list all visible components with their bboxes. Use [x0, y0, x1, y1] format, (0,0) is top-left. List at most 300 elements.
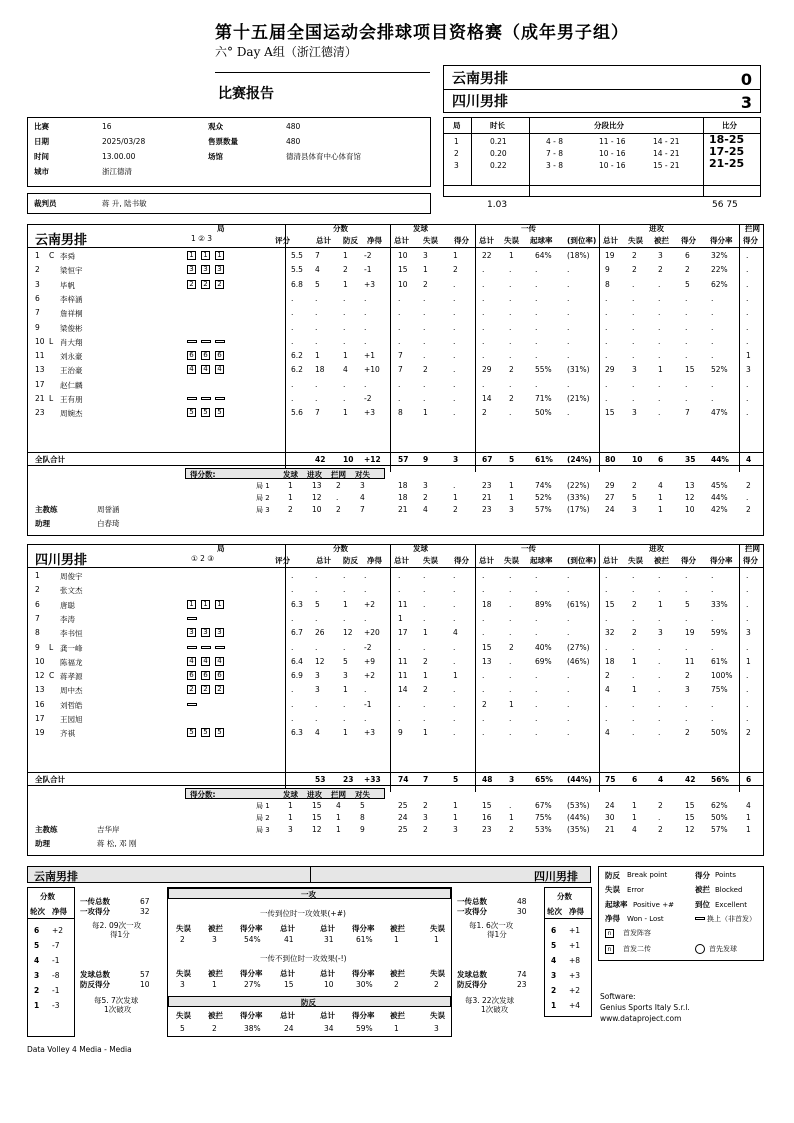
referee-names: 蒋 升, 陆书敏	[102, 199, 147, 208]
set-stat-cell: 3	[423, 481, 428, 490]
start-zone: 2	[215, 685, 224, 694]
set-stat-cell: 24	[605, 505, 615, 514]
stat-cell: 10	[398, 251, 408, 260]
coach-label: 主教练	[35, 505, 58, 514]
referees: 裁判员 蒋 升, 陆书敏	[27, 193, 431, 214]
stat-cell: 2	[658, 265, 663, 275]
set-stat-cell: 57%	[535, 505, 552, 514]
set-stat-cell: 1	[658, 493, 663, 502]
stat-cell: 19	[605, 251, 615, 260]
stat-cell: .	[632, 351, 635, 361]
col-total: 总计	[603, 556, 618, 565]
total-cell: 6	[632, 775, 638, 784]
stat-cell: 33%	[711, 599, 728, 609]
start-zone: 6	[201, 351, 210, 360]
rotation-col: 净得	[569, 907, 584, 916]
col-head: 失误	[176, 1011, 191, 1020]
set-partial-2: 10 - 16	[599, 149, 626, 158]
stat-cell: .	[291, 685, 294, 695]
stat-cell: .	[509, 571, 512, 580]
stat-cell: .	[685, 351, 688, 361]
set-score-cell: 1	[336, 813, 341, 822]
set-stat-cell: (35%)	[567, 825, 590, 834]
col-pt: 得分	[681, 556, 696, 565]
stat-cell: 1	[423, 265, 428, 275]
set-stat-cell: .	[746, 493, 749, 502]
player-number: 1	[35, 571, 40, 580]
team-frame	[27, 224, 764, 536]
set-stat-cell: 57%	[711, 825, 728, 834]
rotation-value: +3	[569, 971, 581, 980]
start-zone: 2	[187, 280, 196, 289]
player-name: 唐聪	[60, 600, 75, 610]
stat-cell: 2	[632, 599, 637, 609]
rotation-value: +4	[569, 1001, 581, 1010]
rotation-number: 3	[34, 971, 40, 980]
stat-cell: .	[453, 599, 456, 609]
rotation-number: 2	[34, 986, 40, 995]
cell: 3	[180, 980, 185, 989]
stat-cell: .	[746, 308, 749, 318]
stat-cell: .	[567, 628, 570, 638]
stat-cell: .	[746, 671, 749, 681]
stat-cell: .	[746, 408, 749, 418]
set-label: 局 1	[256, 482, 270, 490]
stat-cell: 3	[632, 408, 637, 418]
stat-cell: .	[453, 394, 456, 403]
stat-cell: (61%)	[567, 599, 590, 609]
col-head: 总计	[280, 969, 295, 978]
stat-cell: .	[632, 308, 635, 318]
set-stat-cell: 75%	[535, 813, 552, 822]
set-score-cell: 1	[288, 801, 293, 810]
stat-cell: 4	[605, 685, 610, 695]
start-zone: 2	[201, 685, 210, 694]
stat-cell: .	[423, 642, 426, 652]
stat-cell: .	[535, 671, 538, 681]
stat-cell: .	[605, 293, 608, 303]
rotation-number: 3	[551, 971, 557, 980]
stat-cell: 3	[746, 365, 751, 375]
set-score-cell: 5	[360, 801, 365, 810]
stat-cell: 2	[605, 671, 610, 681]
col-pt: 得分	[454, 556, 469, 565]
col-err: 失误	[504, 236, 519, 245]
start-zone: 1	[215, 600, 224, 609]
score-team-b: 四川男排	[452, 94, 508, 110]
stat-cell: 32	[605, 628, 615, 638]
player-name: 王有朋	[60, 395, 83, 404]
player-number: 12	[35, 671, 45, 681]
venue: 德清县体育中心体育馆	[286, 152, 361, 161]
stat-cell: .	[509, 308, 512, 318]
stat-cell: 2	[453, 265, 458, 275]
player-name: 齐祺	[60, 729, 75, 739]
total-cell: 10	[632, 455, 643, 464]
set-stat-cell: 50%	[711, 813, 728, 822]
stat-cell: .	[746, 599, 749, 609]
stat-cell: .	[315, 714, 318, 723]
player-name: 蒋孝源	[60, 672, 83, 682]
stat-cell: 5.5	[291, 251, 303, 260]
cell: 1	[394, 935, 399, 944]
total-cell: 6	[746, 775, 752, 784]
rotation-col: 轮次	[547, 907, 562, 916]
stat-cell: .	[746, 293, 749, 303]
stat-cell: +10	[364, 365, 380, 375]
stat-cell: .	[535, 571, 538, 580]
player-number: 16	[35, 699, 45, 709]
stat-cell: .	[343, 642, 346, 652]
stat-cell: -2	[364, 394, 372, 403]
stat-cell: .	[658, 394, 661, 403]
stat-cell: 64%	[535, 251, 552, 260]
stat-cell: .	[364, 685, 367, 695]
set-stat-cell: 4	[746, 801, 751, 810]
start-zone: 1	[201, 251, 210, 260]
stat-cell: .	[482, 308, 485, 318]
col-head: 失误	[430, 969, 445, 978]
set-stat-cell: 2	[423, 825, 428, 834]
start-zone: 5	[215, 728, 224, 737]
stat-cell: 89%	[535, 599, 552, 609]
total-cell: 4	[658, 775, 664, 784]
total-cell: 23	[343, 775, 354, 784]
stat-cell: 75%	[711, 685, 728, 695]
score-col: 对失	[355, 470, 370, 479]
stat-cell: .	[632, 585, 635, 595]
col-head: 得分率	[352, 969, 375, 978]
total-cell: 42	[315, 455, 326, 464]
stat-cell: .	[685, 571, 688, 580]
divider	[545, 918, 591, 919]
total-cell: 3	[453, 455, 459, 464]
match-time: 13.00.00	[102, 152, 136, 161]
coach-label: 主教练	[35, 825, 58, 834]
stat-cell: .	[291, 699, 294, 709]
set-stat-cell: 5	[632, 493, 637, 502]
cell: 38%	[244, 1024, 261, 1033]
stat-cell: 1	[423, 408, 428, 418]
col-head: 总计	[280, 1011, 295, 1020]
stat-cell: .	[423, 394, 426, 403]
stat-cell: .	[685, 322, 688, 332]
stat-cell: .	[658, 308, 661, 318]
player-name: 梁俊彬	[60, 323, 83, 333]
stat-cell: .	[746, 699, 749, 709]
stat-cell: -2	[364, 642, 372, 652]
start-zone: 1	[215, 251, 224, 260]
rotation-a	[27, 887, 75, 1037]
stat-cell: .	[605, 699, 608, 709]
rotation-number: 4	[551, 956, 557, 965]
total-score: 56 75	[712, 200, 738, 210]
set-partial-1: 4 - 8	[546, 137, 564, 146]
stat-cell: .	[343, 394, 346, 403]
set-stat-cell: 1	[509, 493, 514, 502]
col-head: 被拦	[208, 1011, 223, 1020]
start-zone: 6	[201, 671, 210, 680]
player-name: 刘永豪	[60, 352, 83, 362]
stat-cell: .	[632, 293, 635, 303]
stat-cell: 3	[315, 685, 320, 695]
set-score-cell: 4	[336, 801, 341, 810]
total-cell: 56%	[711, 775, 729, 784]
stat-cell: .	[632, 379, 635, 389]
total-label: 全队合计	[35, 455, 65, 464]
stat-cell: 11	[685, 656, 695, 666]
set-number: 2	[454, 149, 459, 158]
col-group: 进攻	[649, 544, 664, 553]
player-number: 3	[35, 279, 40, 289]
player-role: C	[49, 251, 55, 260]
player-name: 周中杰	[60, 686, 83, 696]
set-stat-cell: 15	[482, 801, 492, 810]
stat-cell: .	[315, 642, 318, 652]
stat-cell: .	[535, 628, 538, 638]
stat-cell: .	[658, 293, 661, 303]
col-duration: 时长	[490, 121, 505, 130]
divider	[28, 918, 74, 919]
stat-cell: .	[509, 336, 512, 346]
set-stat-cell: 1	[658, 505, 663, 514]
stat-cell: .	[482, 685, 485, 695]
start-zone: 3	[201, 628, 210, 637]
stat-cell: .	[482, 336, 485, 346]
set-stat-cell: 2	[423, 801, 428, 810]
set-stat-cell: 3	[423, 813, 428, 822]
stat-cell: .	[509, 293, 512, 303]
stat-cell: .	[567, 379, 570, 389]
stat-cell: .	[685, 699, 688, 709]
total-cell: 48	[482, 775, 493, 784]
stat-cell: .	[423, 293, 426, 303]
stat-cell: .	[315, 699, 318, 709]
set-stat-cell: 2	[423, 493, 428, 502]
cell: 3	[212, 935, 217, 944]
stat-cell: 5	[315, 279, 320, 289]
start-zone: 3	[187, 265, 196, 274]
stat-cell: 11	[398, 656, 408, 666]
stat-cell: .	[746, 322, 749, 332]
stat-cell: 1	[632, 685, 637, 695]
player-name: 李涛	[60, 614, 75, 624]
stat-cell: 4	[453, 628, 458, 638]
stat-cell: 1	[343, 599, 348, 609]
stat-cell: .	[535, 279, 538, 289]
stat-cell: .	[291, 714, 294, 723]
stat-cell: 1	[658, 599, 663, 609]
col-err: 失误	[628, 556, 643, 565]
set-stat-cell: 52%	[535, 493, 552, 502]
stat-cell: .	[567, 322, 570, 332]
stat-cell: 2	[343, 265, 348, 275]
summary-team-b: 四川男排	[534, 870, 578, 883]
stat-cell: .	[605, 351, 608, 361]
stat-cell: .	[509, 714, 512, 723]
stat-cell: .	[482, 671, 485, 681]
set-score-cell: 12	[312, 825, 322, 834]
stat-cell: .	[453, 642, 456, 652]
score-label: 得分数:	[190, 790, 216, 799]
set-stat-cell: 42%	[711, 505, 728, 514]
report-label: 比赛报告	[218, 86, 274, 102]
stat-cell: .	[632, 671, 635, 681]
stat-cell: .	[605, 379, 608, 389]
rotation-number: 6	[551, 926, 557, 935]
col-err: 失误	[423, 556, 438, 565]
stat-cell: .	[423, 322, 426, 332]
summary-header	[27, 866, 591, 883]
stat-cell: .	[658, 336, 661, 346]
stat-cell: .	[291, 336, 294, 346]
cell: 27%	[244, 980, 261, 989]
player-number: 6	[35, 293, 40, 303]
stat-cell: 29	[482, 365, 492, 375]
player-name: 毕帆	[60, 280, 75, 290]
col-head: 总计	[320, 1011, 335, 1020]
stat-cell: .	[632, 613, 635, 623]
match-info: 比赛 16 日期 2025/03/28 时间 13.00.00 城市 浙江德清 观众 480 售票数量 480 场馆 德清县体育中心体育馆	[27, 117, 431, 187]
player-name: 陈福龙	[60, 657, 83, 667]
stat-cell: .	[398, 571, 401, 580]
set-score-cell: 12	[312, 493, 322, 502]
stat-cell: .	[343, 308, 346, 318]
set-score-cell: 4	[360, 493, 365, 502]
stat-cell: .	[453, 585, 456, 595]
stat-cell: .	[658, 279, 661, 289]
set-stat-cell: 1	[509, 481, 514, 490]
player-number: 10	[35, 336, 45, 346]
stat-cell: .	[291, 322, 294, 332]
stat-cell: .	[658, 613, 661, 623]
col-bp: 防反	[343, 236, 358, 245]
rotation-value: +2	[569, 986, 581, 995]
stat-cell: 6.3	[291, 728, 303, 738]
stat-cell: .	[632, 714, 635, 723]
player-role: L	[49, 336, 54, 346]
stat-cell: .	[632, 322, 635, 332]
stat-cell: .	[453, 322, 456, 332]
stat-cell: .	[685, 308, 688, 318]
stat-cell: .	[398, 336, 401, 346]
col-head: 得分率	[352, 924, 375, 933]
set-stat-cell: 1	[453, 493, 458, 502]
stat-cell: .	[605, 336, 608, 346]
rotation-value: +1	[569, 926, 581, 935]
stat-cell: .	[482, 322, 485, 332]
tickets: 480	[286, 137, 301, 146]
set-stat-cell: 2	[658, 801, 663, 810]
score-col: 对失	[355, 790, 370, 799]
rotation-value: -1	[52, 956, 60, 965]
col-head: 总计	[280, 924, 295, 933]
stat-cell: 2	[746, 728, 751, 738]
stat-cell: 3	[658, 628, 663, 638]
stat-cell: 50%	[711, 728, 728, 738]
stat-cell: .	[453, 728, 456, 738]
stat-cell: 2	[685, 728, 690, 738]
stat-cell: 17	[398, 628, 408, 638]
stat-cell: 5	[685, 279, 690, 289]
stat-cell: .	[658, 728, 661, 738]
stat-cell: +1	[364, 351, 376, 361]
software-label: Software:	[600, 992, 636, 1001]
stat-cell: .	[291, 379, 294, 389]
first-serve-icon	[695, 944, 705, 954]
col-pt: 得分	[743, 236, 758, 245]
total-cell: 65%	[535, 775, 553, 784]
set-label: 局 3	[256, 506, 270, 514]
stat-cell: .	[567, 265, 570, 275]
set-stat-cell: 3	[453, 825, 458, 834]
cell: 1	[434, 935, 439, 944]
col-group: 拦网	[745, 544, 760, 553]
cell: 2	[180, 935, 185, 944]
cell: 10	[324, 980, 334, 989]
stat-cell: .	[535, 685, 538, 695]
cell: 1	[212, 980, 217, 989]
stat-cell: 1	[343, 351, 348, 361]
stat-cell: .	[482, 351, 485, 361]
stat-cell: 62%	[711, 279, 728, 289]
stat-cell: .	[605, 394, 608, 403]
total-cell: 4	[746, 455, 752, 464]
stat-cell: .	[711, 585, 714, 595]
set-stat-cell: 24	[398, 813, 408, 822]
stat-cell: .	[423, 379, 426, 389]
stat-cell: 1	[423, 628, 428, 638]
stat-cell: 1	[343, 279, 348, 289]
set-partial-1: 3 - 8	[546, 161, 564, 170]
stat-cell: .	[315, 394, 318, 403]
set-stat-cell: 21	[605, 825, 615, 834]
stat-cell: .	[658, 585, 661, 595]
col-total: 总计	[603, 236, 618, 245]
player-name: 李梓涵	[60, 294, 83, 304]
col-head: 得分率	[240, 924, 263, 933]
stat-cell: 1	[423, 671, 428, 681]
stat-cell: 11	[398, 671, 408, 681]
stat-cell: 15	[482, 642, 492, 652]
stat-cell: 18	[605, 656, 615, 666]
stat-cell: .	[509, 265, 512, 275]
stat-cell: 40%	[535, 642, 552, 652]
stat-cell: .	[315, 571, 318, 580]
stat-cell: .	[453, 365, 456, 375]
stat-cell: 11	[398, 599, 408, 609]
stat-cell: 10	[398, 279, 408, 289]
player-number: 7	[35, 613, 40, 623]
stat-cell: .	[315, 308, 318, 318]
stat-cell: +3	[364, 279, 376, 289]
stat-cell: .	[711, 571, 714, 580]
stat-cell: .	[605, 571, 608, 580]
stat-cell: .	[398, 379, 401, 389]
stat-cell: .	[423, 351, 426, 361]
cell: 34	[324, 1024, 334, 1033]
col-pt: 得分	[743, 556, 758, 565]
stat-cell: .	[567, 714, 570, 723]
match-city: 浙江德清	[102, 167, 132, 176]
stat-cell: .	[605, 585, 608, 595]
set-stat-cell: 1	[632, 801, 637, 810]
rotation-value: +1	[569, 941, 581, 950]
stat-cell: 1	[453, 671, 458, 681]
col-pos: 起球率	[530, 236, 553, 245]
start-zone: 5	[201, 408, 210, 417]
set-stat-cell: .	[453, 481, 456, 490]
